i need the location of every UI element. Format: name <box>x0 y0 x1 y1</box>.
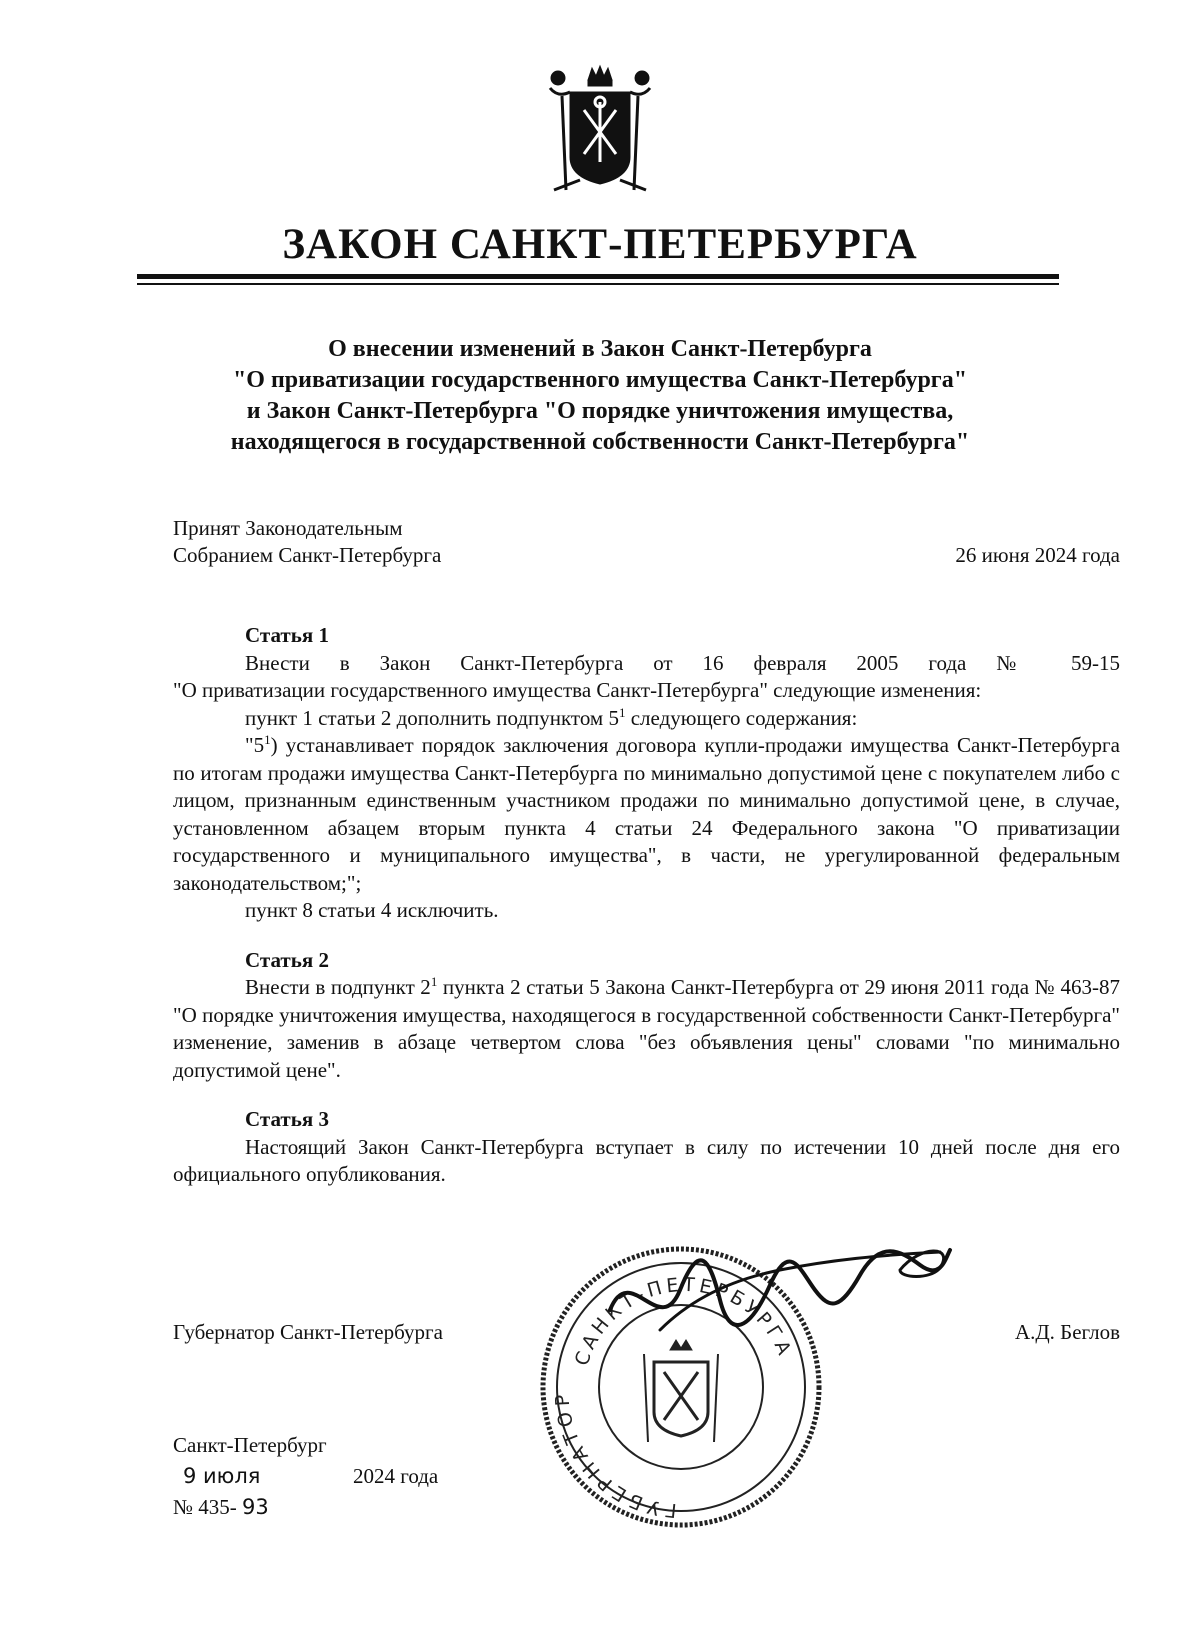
adoption-line: Собранием Санкт-Петербурга <box>173 543 442 567</box>
adoption-date: 26 июня 2024 года <box>955 543 1120 567</box>
svg-text:ГУБЕРНАТОР: ГУБЕРНАТОР <box>551 1389 678 1522</box>
adoption-statement <box>173 515 441 569</box>
article-heading: Статья 1 <box>245 623 329 647</box>
subject-line: "О приватизации государственного имущества Санкт-Петербурга" <box>232 367 968 393</box>
law-subject <box>100 334 1100 458</box>
law-number-hand: 93 <box>242 1495 269 1519</box>
handwritten-signature <box>600 1240 960 1350</box>
issue-details <box>173 1430 473 1523</box>
subject-line: находящегося в государственной собственности Санкт-Петербурга" <box>230 429 970 455</box>
coat-of-arms-emblem <box>540 62 660 202</box>
signatory-name: А.Д. Беглов <box>1014 1320 1120 1344</box>
issue-day-month: 9 июля <box>183 1464 261 1488</box>
article-3 <box>173 1106 1120 1189</box>
svg-text:САНКТ-ПЕТЕРБУРГА: САНКТ-ПЕТЕРБУРГА <box>570 1273 797 1369</box>
law-number-prefix: № 435- <box>173 1495 237 1519</box>
article-text: Настоящий Закон Санкт-Петербурга вступает в силу по истечении 10 дней после дня его официального опубликования. <box>173 1134 1120 1186</box>
law-number <box>173 1492 473 1523</box>
article-1 <box>173 622 1120 925</box>
title-rule-thin <box>137 283 1059 285</box>
title-rule-thick <box>137 274 1059 279</box>
article-text: пункт 8 статьи 4 исключить. <box>245 898 499 922</box>
issue-year: 2024 года <box>353 1464 439 1488</box>
subject-line: и Закон Санкт-Петербурга "О порядке уничтожения имущества, <box>246 398 954 424</box>
article-2 <box>173 947 1120 1085</box>
article-text: "О приватизации государственного имущества Санкт-Петербурга" следующие изменения: <box>173 678 982 702</box>
signatory-position: Губернатор Санкт-Петербурга <box>173 1320 443 1344</box>
article-text: Внести в подпункт $2^1$ пункта 2 статьи 5 Закона Санкт-Петербурга от 29 июня 2011 года № 463-87 "О порядке уничтожения имущества, находящегося в государственной собственности Санкт-Петербурга" изменение, заменив в абзаце четвертом слова "без объявления цены" словами "по минимально допустимой цене". <box>173 974 1120 1082</box>
subject-line: О внесении изменений в Закон Санкт-Петербурга <box>328 336 872 362</box>
article-text: пункт 1 статьи 2 дополнить подпунктом $5^1$ следующего содержания: <box>245 704 858 730</box>
article-heading: Статья 2 <box>245 947 329 972</box>
article-heading: Статья 3 <box>245 1107 329 1131</box>
adoption-line: Принят Законодательным <box>173 516 403 540</box>
document-title: ЗАКОН САНКТ-ПЕТЕРБУРГА <box>282 221 918 268</box>
article-quote: "$5^1$) устанавливает порядок заключения договора купли-продажи имущества Санкт-Петербурга по итогам продажи имущества Санкт-Петербурга по минимально допустимой цене с покупателем либо с лицом, признанным единственным участником продажи по минимально допустимой цене, в случае, установленном абзацем вторым пункта 4 статьи 24 Федерального закона "О приватизации государственного и муниципального имущества", в части, не урегулированной федеральным законодательством;"; <box>173 732 1120 895</box>
issue-city: Санкт-Петербург <box>173 1433 327 1457</box>
article-text: Внести в Закон Санкт-Петербурга от 16 февраля 2005 года № 59-15 <box>245 650 1120 675</box>
law-body <box>173 622 1120 1211</box>
issue-date <box>173 1461 473 1492</box>
